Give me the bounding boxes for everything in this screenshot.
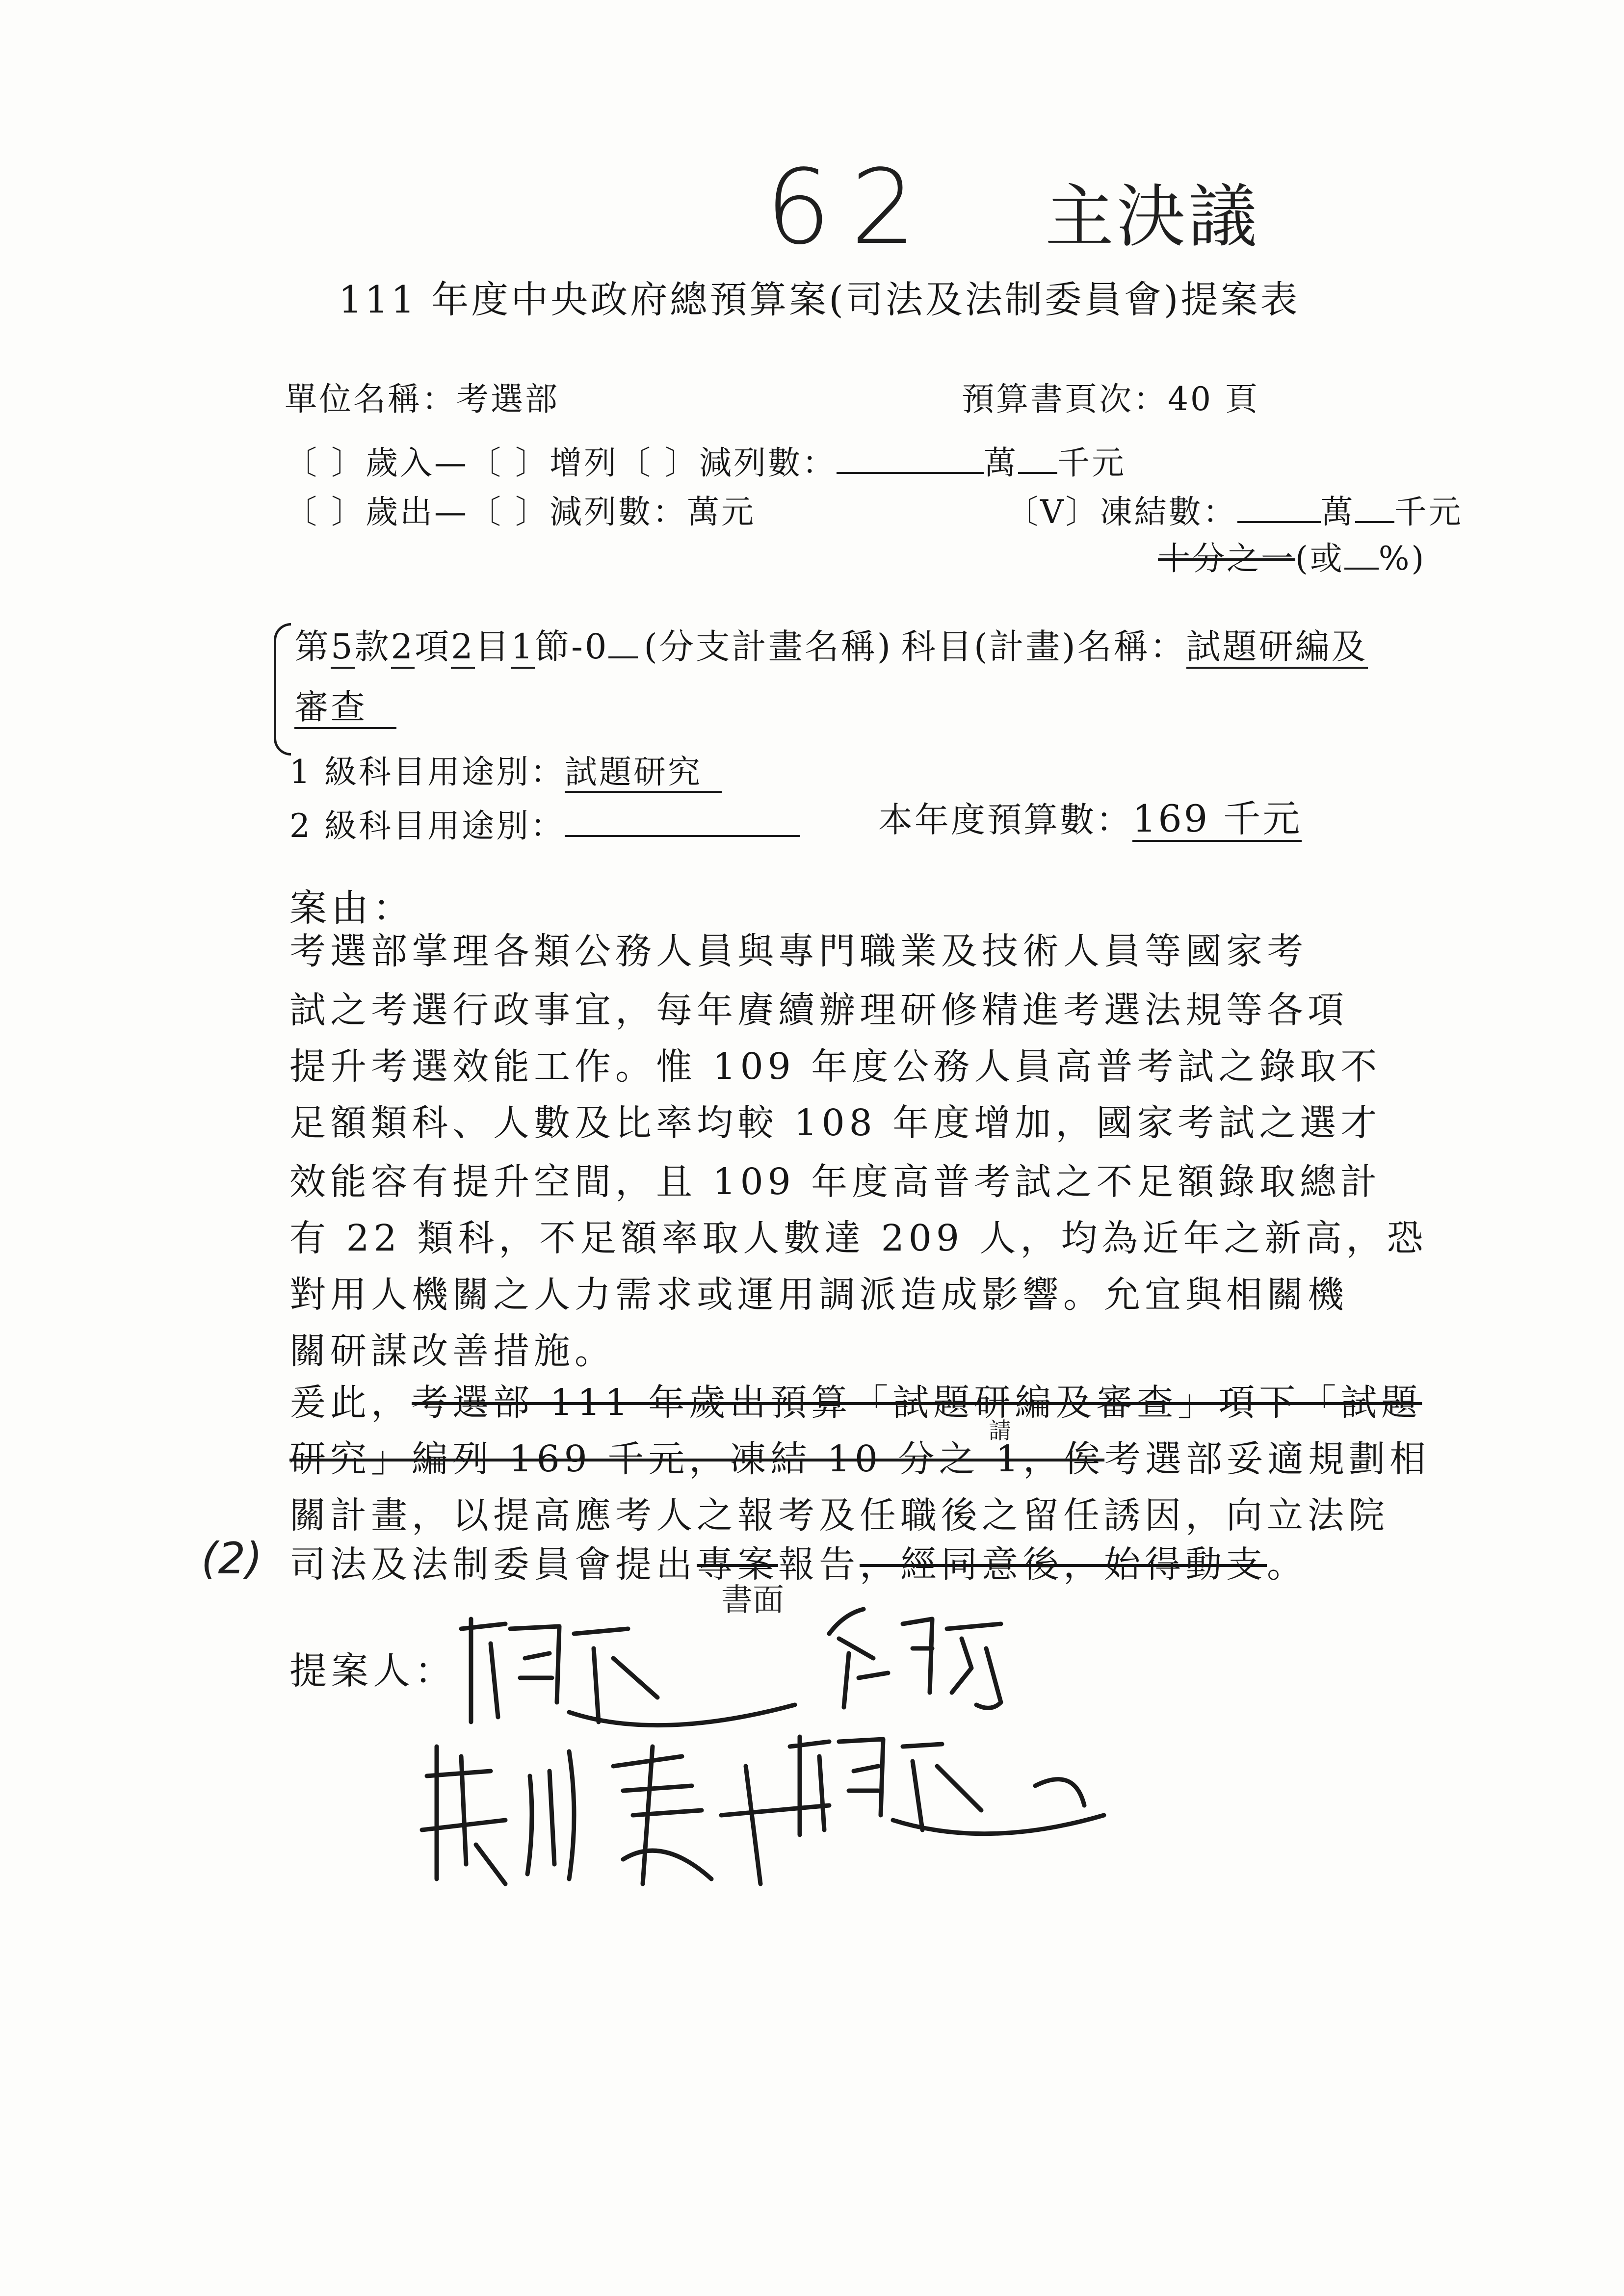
revenue-wan-blank[interactable] bbox=[837, 447, 984, 474]
expense-label: 歲出— bbox=[365, 493, 469, 531]
handwritten-number: 62 bbox=[765, 147, 936, 267]
freeze-wan-unit: 萬 bbox=[1320, 493, 1355, 531]
struck-text: 研究」編列 169 千元，凍結 10 分之 1， bbox=[289, 1438, 1064, 1480]
resolution-text: 司法及法制委員會提出 bbox=[289, 1543, 697, 1586]
unit-row bbox=[285, 373, 559, 419]
revenue-qian-blank[interactable] bbox=[1018, 447, 1057, 474]
resolution-line-3: 關計畫，以提高應考人之報考及任職後之留任誘因，向立法院 bbox=[289, 1494, 1389, 1537]
kuan-label: 款 bbox=[354, 626, 391, 667]
reason-line: 足額類科、人數及比率均較 108 年度增加，國家考試之選才 bbox=[289, 1102, 1382, 1144]
struck-char: 俟 bbox=[1064, 1438, 1105, 1480]
mu-value: 2 bbox=[451, 627, 475, 669]
signature-3 bbox=[407, 1717, 839, 1904]
level2-blank[interactable] bbox=[565, 810, 800, 837]
reason-line: 效能容有提升空間，且 109 年度高普考試之不足額錄取總計 bbox=[289, 1161, 1382, 1203]
level1-label: 1 級科目用途別： bbox=[289, 753, 565, 791]
subject-name-value-2: 審查 bbox=[294, 687, 396, 729]
struck-text: ，經同意後，始得動支 bbox=[860, 1543, 1267, 1586]
expense-option-row bbox=[285, 486, 756, 532]
mu-label: 目 bbox=[474, 626, 511, 667]
handwritten-insert-qing: 請 bbox=[989, 1417, 1011, 1444]
level2-label: 2 級科目用途別： bbox=[289, 807, 565, 845]
resolution-line-4 bbox=[289, 1536, 1308, 1588]
subject-name-continued bbox=[294, 687, 396, 729]
resolution-start: 爰此， bbox=[289, 1382, 412, 1424]
handwritten-resolution-note: 主決議 bbox=[1045, 177, 1260, 257]
resolution-line-2 bbox=[289, 1430, 1430, 1482]
qian-unit: 千元 bbox=[1057, 444, 1126, 482]
xiang-label: 項 bbox=[415, 626, 451, 667]
increase-checkbox[interactable]: 〔 〕 bbox=[468, 444, 550, 482]
expense-reduce-label: 減列數：萬元 bbox=[549, 493, 756, 531]
reason-line: 有 22 類科，不足額率取人數達 209 人，均為近年之新高，恐 bbox=[289, 1217, 1428, 1259]
struck-fraction: 十分之一 bbox=[1158, 540, 1295, 577]
increase-label: 增列 bbox=[549, 444, 618, 482]
jie-label: 節-0 bbox=[535, 626, 609, 667]
fraction-row bbox=[1158, 532, 1426, 579]
reason-line: 對用人機關之人力需求或運用調派造成影響。允宜與相關機 bbox=[289, 1274, 1348, 1316]
level1-row bbox=[289, 746, 722, 793]
resolution-text: 報告 bbox=[778, 1543, 860, 1586]
reason-heading: 案由： bbox=[289, 886, 415, 930]
budget-page-label: 預算書頁次： bbox=[962, 380, 1168, 418]
level2-row bbox=[289, 800, 800, 846]
subject-name-value: 試題研編及 bbox=[1186, 627, 1368, 669]
expense-checkbox[interactable]: 〔 〕 bbox=[285, 493, 366, 531]
percent-label: %) bbox=[1378, 540, 1426, 577]
resolution-text: 考選部妥適規劃相 bbox=[1104, 1438, 1431, 1480]
struck-text: 考選部 111 年歲出預算「試題研編及審查」項下「試題 bbox=[412, 1382, 1422, 1424]
revenue-option-row bbox=[285, 437, 1126, 483]
reduce-label: 減列數： bbox=[699, 444, 837, 482]
level1-value: 試題研究 bbox=[565, 754, 722, 793]
handwritten-bracket bbox=[274, 623, 291, 756]
freeze-option-row bbox=[1006, 486, 1463, 532]
wan-unit: 萬 bbox=[983, 444, 1018, 482]
freeze-qian-blank[interactable] bbox=[1355, 496, 1394, 523]
expense-reduce-checkbox[interactable]: 〔 〕 bbox=[468, 493, 550, 531]
branch-label: (分支計畫名稱) bbox=[644, 626, 893, 667]
budget-page-value: 40 頁 bbox=[1168, 380, 1259, 418]
signature-4 bbox=[780, 1717, 1114, 1845]
freeze-wan-blank[interactable] bbox=[1237, 496, 1321, 523]
struck-text: 專案 bbox=[697, 1543, 778, 1586]
subject-prefix: 第 bbox=[294, 626, 331, 667]
reason-line: 考選部掌理各類公務人員與專門職業及技術人員等國家考 bbox=[289, 930, 1308, 972]
reason-line: 關研謀改善措施。 bbox=[289, 1330, 615, 1372]
unit-label: 單位名稱： bbox=[285, 380, 456, 418]
annual-budget-row bbox=[878, 792, 1302, 842]
freeze-label: 凍結數： bbox=[1100, 493, 1237, 531]
proposer-label: 提案人： bbox=[289, 1649, 456, 1693]
revenue-checkbox[interactable]: 〔 〕 bbox=[285, 444, 366, 482]
freeze-qian-unit: 千元 bbox=[1394, 493, 1463, 531]
form-title: 111 年度中央政府總預算案(司法及法制委員會)提案表 bbox=[339, 278, 1300, 321]
percent-blank[interactable] bbox=[1344, 543, 1379, 570]
reason-line: 試之考選行政事宜，每年賡續辦理研修精進考選法規等各項 bbox=[289, 989, 1348, 1031]
handwritten-insert-shumian: 書面 bbox=[721, 1582, 784, 1618]
freeze-checkbox[interactable]: 〔V〕 bbox=[1006, 493, 1100, 531]
unit-value: 考選部 bbox=[456, 380, 559, 418]
reason-line: 提升考選效能工作。惟 109 年度公務人員高普考試之錄取不 bbox=[289, 1045, 1382, 1088]
fraction-suffix: (或 bbox=[1295, 540, 1344, 577]
kuan-value: 5 bbox=[331, 627, 355, 669]
jie-value: 1 bbox=[511, 627, 535, 669]
margin-note: (2) bbox=[201, 1533, 262, 1584]
resolution-line-1 bbox=[289, 1374, 1422, 1426]
jie-blank[interactable] bbox=[608, 632, 638, 658]
revenue-label: 歲入— bbox=[365, 444, 469, 482]
xiang-value: 2 bbox=[391, 627, 415, 669]
budget-page-row bbox=[962, 373, 1259, 419]
subject-name-label: 科目(計畫)名稱： bbox=[901, 626, 1186, 667]
reduce-checkbox[interactable]: 〔 〕 bbox=[618, 444, 699, 482]
annual-budget-value: 169 千元 bbox=[1132, 797, 1302, 842]
subject-row bbox=[294, 619, 1368, 669]
annual-budget-label: 本年度預算數： bbox=[878, 800, 1132, 840]
resolution-text: 。 bbox=[1267, 1543, 1308, 1586]
signature-2 bbox=[814, 1594, 1030, 1722]
